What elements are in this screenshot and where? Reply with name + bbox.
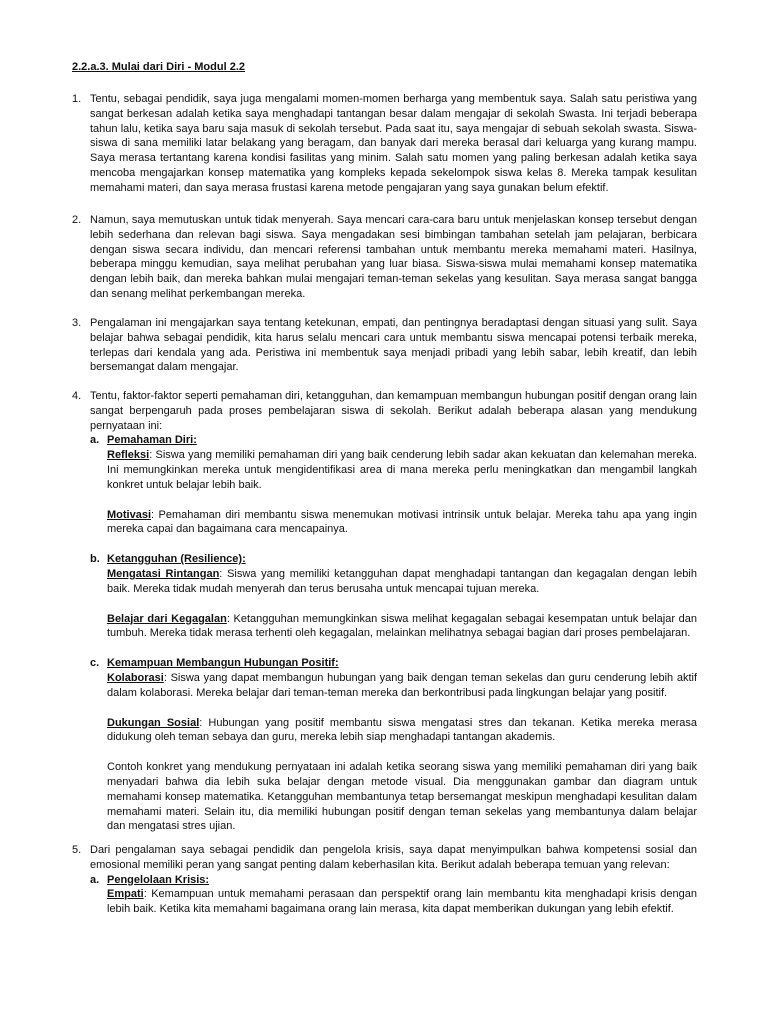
paragraph-kolaborasi — [107, 671, 697, 701]
subsection-letter: a. — [90, 873, 100, 886]
list-item-5 — [72, 843, 697, 917]
paragraph-text: : Siswa yang memiliki ketangguhan dapat menghadapi tantangan dan kegagalan dengan lebih baik. Mereka tidak mudah menyerah dan terus berusaha untuk mencapai tujuan mereka. — [107, 567, 697, 595]
paragraph-text: : Ketangguhan memungkinkan siswa melihat kegagalan sebagai kesempatan untuk belajar dan tumbuh. Mereka tidak merasa terhenti oleh kegagalan, melainkan melihatnya sebagai bagian dari proses pembelajaran. — [107, 612, 698, 640]
paragraph-text: : Kemampuan untuk memahami perasaan dan perspektif orang lain membantu kita menghadapi krisis dengan lebih baik. Ketika kita memahami bagaimana orang lain merasa, kita dapat memberikan dukungan yang lebih efektif. — [107, 888, 697, 916]
term: Belajar dari Kegagalan — [107, 612, 227, 625]
term: Motivasi — [107, 508, 152, 521]
term: Empati — [107, 888, 144, 901]
list-item-4 — [72, 389, 697, 834]
subsection-heading: Ketangguhan (Resilience): — [107, 553, 246, 566]
subsection-a — [90, 433, 697, 537]
subsection-b — [90, 552, 697, 641]
list-item-2 — [72, 213, 697, 302]
item-number: 3. — [72, 317, 82, 329]
paragraph-motivasi — [107, 508, 697, 538]
paragraph-belajar-dari-kegagalan — [107, 612, 697, 642]
item-number: 1. — [72, 93, 82, 105]
subsection-letter: b. — [90, 553, 100, 566]
term: Kolaborasi — [107, 671, 164, 684]
paragraph-contoh-konkret — [107, 760, 697, 834]
list-item-1 — [72, 92, 697, 196]
paragraph-dukungan-sosial — [107, 716, 697, 746]
page-title: 2.2.a.3. Mulai dari Diri - Modul 2.2 — [72, 61, 245, 73]
item-number: 2. — [72, 214, 82, 226]
subsection-heading: Pemahaman Diri: — [107, 434, 197, 447]
list-item-3 — [72, 316, 697, 375]
item-number: 4. — [72, 390, 82, 402]
subsection-heading: Kemampuan Membangun Hubungan Positif: — [107, 657, 339, 670]
item-text: Pengalaman ini mengajarkan saya tentang ketekunan, empati, dan pentingnya beradaptasi dengan situasi yang sulit. Saya belajar bahwa sebagai pendidik, kita harus selalu mencari cara untuk membantu siswa mencapai potensi terbaik mereka, terlepas dari kendala yang ada. Peristiwa ini membentuk saya menjadi pribadi yang lebih sabar, lebih kreatif, dan lebih bersemangat dalam mengajar. — [90, 317, 697, 374]
paragraph-text: : Siswa yang dapat membangun hubungan yang baik dengan teman sekelas dan guru cenderung lebih aktif dalam kolaborasi. Mereka belajar dari teman-teman mereka dan berkontribusi pada lingkungan belajar yang positif. — [107, 671, 697, 699]
subsection-a — [90, 873, 697, 917]
paragraph-mengatasi-rintangan — [107, 567, 697, 597]
paragraph-text: : Hubungan yang positif membantu siswa mengatasi stres dan tekanan. Ketika mereka merasa didukung oleh teman sebaya dan guru, mereka lebih siap menghadapi tantangan akademis. — [107, 716, 697, 744]
item-text: Dari pengalaman saya sebagai pendidik dan pengelola krisis, saya dapat menyimpulkan bahwa kompetensi sosial dan emosional memiliki peran yang sangat penting dalam keberhasilan kita. Berikut adalah beberapa temuan yang relevan: — [90, 844, 697, 871]
item-text: Namun, saya memutuskan untuk tidak menyerah. Saya mencari cara-cara baru untuk menjelaskan konsep tersebut dengan lebih sederhana dan relevan bagi siswa. Saya mengadakan sesi bimbingan tambahan setelah jam pelajaran, berbicara dengan siswa secara individu, dan mencari referensi tambahan untuk membantu mereka memahami materi. Hasilnya, beberapa minggu kemudian, saya melihat perubahan yang luar biasa. Siswa-siswa mulai memahami konsep matematika dengan lebih baik, dan mereka bahkan mulai mengajari teman-teman sekelas yang kesulitan. Saya merasa sangat bangga dan senang melihat perkembangan mereka. — [90, 214, 697, 300]
paragraph-text: : Pemahaman diri membantu siswa menemukan motivasi intrinsik untuk belajar. Mereka tahu apa yang ingin mereka capai dan bagaimana cara mencapainya. — [107, 508, 697, 536]
term: Refleksi — [107, 449, 150, 462]
paragraph-empati — [107, 887, 697, 917]
subsection-letter: c. — [90, 657, 100, 670]
subsection-heading: Pengelolaan Krisis: — [107, 873, 210, 886]
item-text: Tentu, faktor-faktor seperti pemahaman diri, ketangguhan, dan kemampuan membangun hubungan positif dengan orang lain sangat berpengaruh pada proses pembelajaran siswa di sekolah. Berikut adalah beberapa alasan yang mendukung pernyataan ini: — [90, 390, 697, 432]
item-text: Tentu, sebagai pendidik, saya juga mengalami momen-momen berharga yang membentuk saya. Salah satu peristiwa yang sangat berkesan adalah ketika saya menghadapi tantangan besar dalam mengajar di sekolah Swasta. Ini terjadi beberapa tahun lalu, ketika saya baru saja masuk di sekolah tersebut. Pada saat itu, saya mengajar di sebuah sekolah swasta. Siswa-siswa di sana memiliki latar belakang yang beragam, dan banyak dari mereka berasal dari keluarga yang kurang mampu. Saya merasa tertantang karena kondisi fasilitas yang minim. Salah satu momen yang paling berkesan adalah ketika saya mencoba mengajarkan konsep matematika yang kompleks kepada sekelompok siswa kelas 8. Mereka tampak kesulitan memahami materi, dan saya merasa frustasi karena metode pengajaran yang saya gunakan belum efektif. — [90, 93, 697, 194]
paragraph-text: : Siswa yang memiliki pemahaman diri yang baik cenderung lebih sadar akan kekuatan dan kelemahan mereka. Ini memungkinkan mereka untuk mengidentifikasi area di mana mereka perlu meningkatkan dan mengambil langkah konkret untuk belajar lebih baik. — [107, 449, 697, 491]
paragraph-text: Contoh konkret yang mendukung pernyataan ini adalah ketika seorang siswa yang memiliki pemahaman diri yang baik menyadari bahwa dia lebih suka belajar dengan metode visual. Dia menggunakan gambar dan diagram untuk memahami konsep matematika. Ketangguhan membantunya tetap bersemangat meskipun menghadapi kesulitan dalam memahami materi. Selain itu, dia memiliki hubungan positif dengan teman sekelas yang membantunya dalam belajar dan mengatasi stres ujian. — [107, 761, 697, 833]
subsection-c — [90, 656, 697, 834]
subsection-letter: a. — [90, 434, 100, 447]
term: Dukungan Sosial — [107, 716, 200, 729]
item-number: 5. — [72, 844, 82, 856]
paragraph-refleksi — [107, 448, 697, 492]
term: Mengatasi Rintangan — [107, 567, 220, 580]
